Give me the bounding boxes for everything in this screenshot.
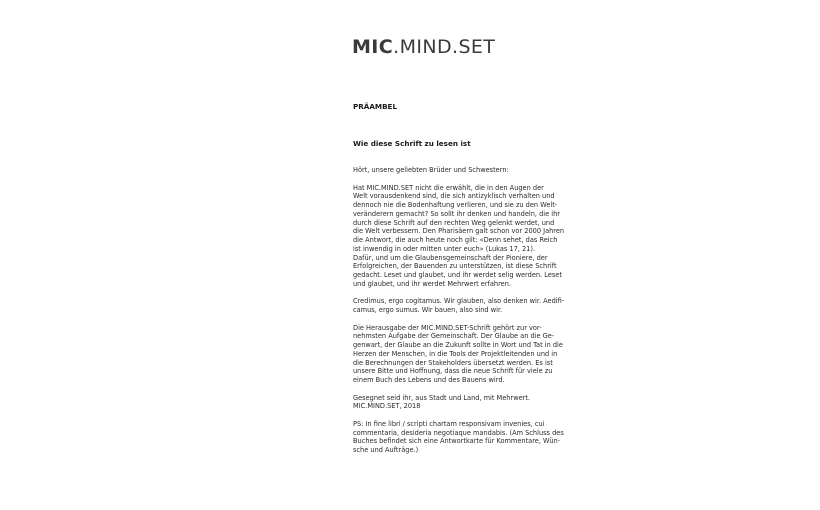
section-subtitle: Wie diese Schrift zu lesen ist bbox=[353, 139, 471, 148]
logo-strong-part: MIC bbox=[352, 36, 394, 58]
text-line: PS: In fine libri / scripti chartam responsivam invenies, cui bbox=[353, 419, 545, 428]
text-line: ist inwendig in oder mitten unter euch» (Lukas 17, 21). bbox=[353, 244, 536, 253]
body-text bbox=[353, 166, 581, 464]
text-line: gedacht. Leset und glaubet, und ihr werdet selig werden. Leset bbox=[353, 271, 562, 279]
text-line: Gesegnet seid ihr, aus Stadt und Land, mit Mehrwert. bbox=[353, 393, 531, 402]
text-line: die Berechnungen der Stakeholders übersetzt werden. Es ist bbox=[353, 358, 553, 367]
text-line: unsere Bitte und Hoffnung, dass die neue Schrift für viele zu bbox=[353, 367, 553, 376]
text-line: commentaria, desideria negotiaque mandabis. (Am Schluss des bbox=[353, 428, 564, 437]
text-line: Buches befindet sich eine Antwortkarte für Kommentare, Wün- bbox=[353, 437, 561, 446]
paragraph-intro bbox=[353, 184, 581, 289]
preamble-heading: PRÄAMBEL bbox=[353, 102, 398, 111]
text-line: Hört, unsere geliebten Brüder und Schwestern: bbox=[353, 166, 509, 174]
text-line: Welt vorausdenkend sind, die sich antizyklisch verhalten und bbox=[353, 192, 555, 201]
text-line: Hat MIC.MIND.SET nicht die erwählt, die in den Augen der bbox=[353, 183, 544, 192]
text-line: genwart, der Glaube an die Zukunft sollte in Wort und Tat in die bbox=[353, 341, 563, 349]
text-line: die Antwort, die auch heute noch gilt: «Denn sehet, das Reich bbox=[353, 236, 558, 244]
text-line: Erfolgreichen, der Bauenden zu unterstützen, ist diese Schrift bbox=[353, 262, 557, 271]
text-line: MIC.MIND.SET, 2018 bbox=[353, 402, 421, 411]
logo-light-part: .MIND.SET bbox=[393, 36, 496, 58]
text-line: Herzen der Menschen, in die Tools der Projektleitenden und in bbox=[353, 349, 558, 358]
paragraph-blessing bbox=[353, 394, 581, 412]
text-line: sche und Aufträge.) bbox=[353, 446, 419, 454]
text-line: die Welt verbessern. Den Pharisäern galt schon vor 2000 Jahren bbox=[353, 227, 565, 236]
text-line: einem Buch des Lebens und des Bauens wird. bbox=[353, 376, 505, 384]
text-line: dennoch nie die Bodenhaftung verlieren, und sie zu den Welt- bbox=[353, 201, 558, 209]
text-line: und glaubet, und ihr werdet Mehrwert erfahren. bbox=[353, 279, 512, 288]
text-line: Die Herausgabe der MIC.MIND.SET-Schrift gehört zur vor- bbox=[353, 323, 542, 332]
text-line: camus, ergo sumus. Wir bauen, also sind wir. bbox=[353, 306, 503, 314]
text-line: veränderern gemacht? So sollt ihr denken und handeln, die ihr bbox=[353, 209, 560, 218]
paragraph-publication bbox=[353, 324, 581, 385]
paragraph-postscript bbox=[353, 420, 581, 455]
text-line: Credimus, ergo cogitamus. Wir glauben, also denken wir. Aedifi- bbox=[353, 297, 565, 306]
text-line: durch diese Schrift auf den rechten Weg gelenkt werdet, und bbox=[353, 218, 555, 227]
text-line: Dafür, und um die Glaubensgemeinschaft der Pioniere, der bbox=[353, 253, 548, 262]
mic-mindset-logo bbox=[352, 36, 495, 58]
text-line: nehmsten Aufgabe der Gemeinschaft. Der Glaube an die Ge- bbox=[353, 332, 555, 341]
paragraph-greeting bbox=[353, 166, 581, 175]
paragraph-latin-motto bbox=[353, 297, 581, 315]
